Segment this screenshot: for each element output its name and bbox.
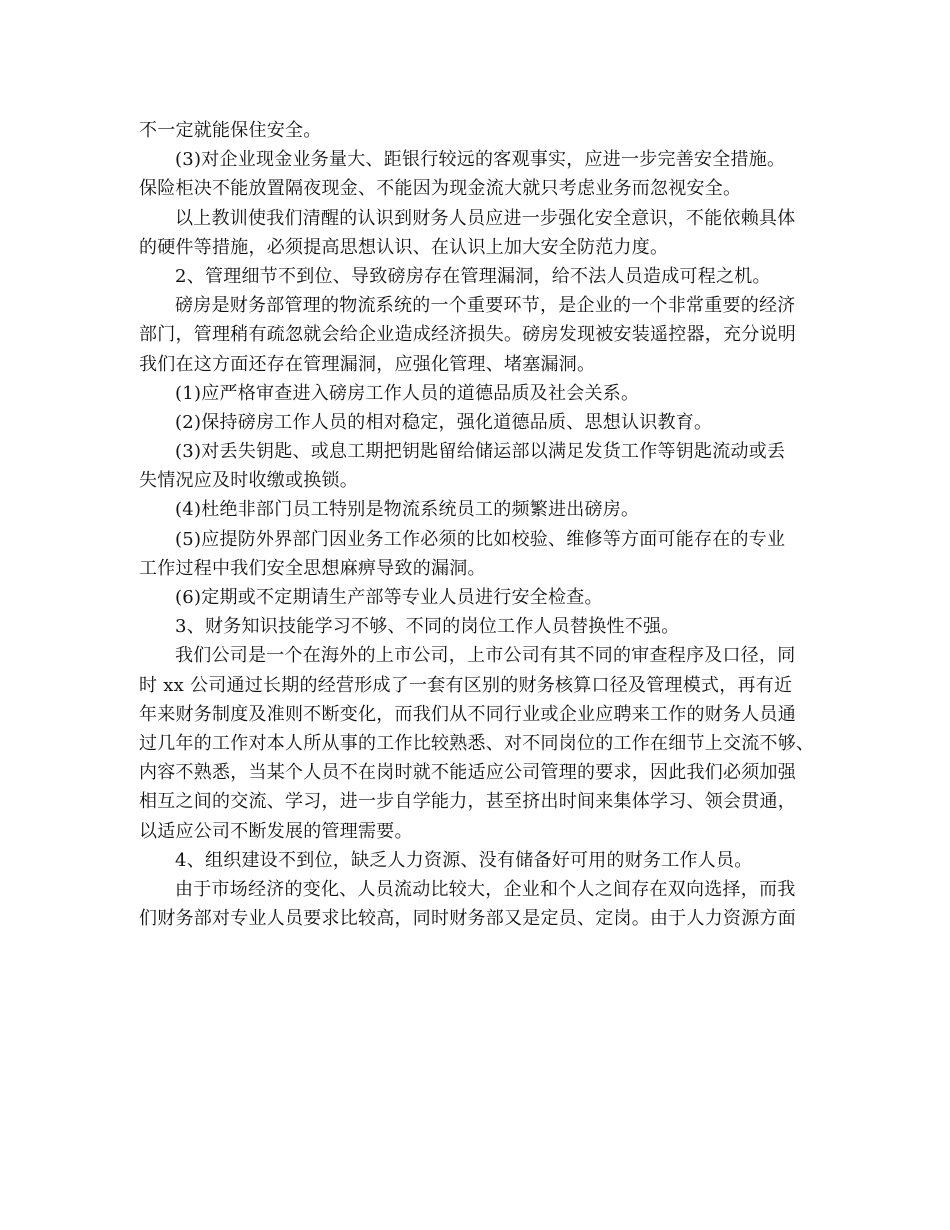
text-line: 部门，管理稍有疏忽就会给企业造成经济损失。磅房发现被安装遥控器，充分说明 [139, 324, 796, 346]
text-line: 4、组织建设不到位，缺乏人力资源、没有储备好可用的财务工作人员。 [175, 849, 753, 871]
text-line: 过几年的工作对本人所从事的工作比较熟悉、对不同岗位的工作在细节上交流不够、 [139, 732, 815, 754]
text-line: (5)应提防外界部门因业务工作必须的比如校验、维修等方面可能存在的专业 [175, 528, 786, 550]
text-line: 2、管理细节不到位、导致磅房存在管理漏洞，给不法人员造成可程之机。 [175, 265, 771, 287]
text-line: 相互之间的交流、学习，进一步自学能力，甚至挤出时间来集体学习、领会贯通， [139, 791, 796, 813]
text-line: 磅房是财务部管理的物流系统的一个重要环节，是企业的一个非常重要的经济 [175, 295, 796, 317]
text-line: 内容不熟悉，当某个人员不在岗时就不能适应公司管理的要求，因此我们必须加强 [139, 762, 796, 784]
text-line: 时 xx 公司通过长期的经营形成了一套有区别的财务核算口径及管理模式，再有近 [139, 674, 793, 696]
text-line: 3、财务知识技能学习不够、不同的岗位工作人员替换性不强。 [175, 616, 680, 638]
text-line: 由于市场经济的变化、人员流动比较大，企业和个人之间存在双向选择，而我 [175, 878, 796, 900]
text-line: 工作过程中我们安全思想麻痹导致的漏洞。 [139, 557, 486, 579]
text-line: (6)定期或不定期请生产部等专业人员进行安全检查。 [175, 587, 603, 608]
text-line: 以上教训使我们清醒的认识到财务人员应进一步强化安全意识，不能依赖具体 [175, 207, 796, 229]
text-line: 不一定就能保住安全。 [139, 120, 322, 141]
text-line: (1)应严格审查进入磅房工作人员的道德品质及社会关系。 [175, 382, 640, 404]
text-line: (4)杜绝非部门员工特别是物流系统员工的频繁进出磅房。 [175, 499, 640, 521]
document-body [139, 116, 819, 933]
text-line: 我们在这方面还存在管理漏洞，应强化管理、堵塞漏洞。 [139, 353, 596, 375]
text-line: 保险柜决不能放置隔夜现金、不能因为现金流大就只考虑业务而忽视安全。 [139, 178, 742, 200]
text-line: (3)对丢失钥匙、或息工期把钥匙留给储运部以满足发货工作等钥匙流动或丢 [175, 441, 786, 463]
text-line: 失情况应及时收缴或换锁。 [139, 470, 358, 492]
text-line: 的硬件等措施，必须提高思想认识、在认识上加大安全防范力度。 [139, 236, 669, 258]
text-line: 以适应公司不断发展的管理需要。 [139, 820, 413, 842]
text-line: 我们公司是一个在海外的上市公司，上市公司有其不同的审查程序及口径，同 [175, 645, 796, 667]
text-line: (2)保持磅房工作人员的相对稳定，强化道德品质、思想认识教育。 [175, 411, 713, 433]
text-line: 年来财务制度及准则不断变化，而我们从不同行业或企业应聘来工作的财务人员通 [139, 703, 796, 725]
text-line: 们财务部对专业人员要求比较高，同时财务部又是定员、定岗。由于人力资源方面 [139, 908, 796, 930]
text-line: (3)对企业现金业务量大、距银行较远的客观事实，应进一步完善安全措施。 [175, 149, 786, 171]
